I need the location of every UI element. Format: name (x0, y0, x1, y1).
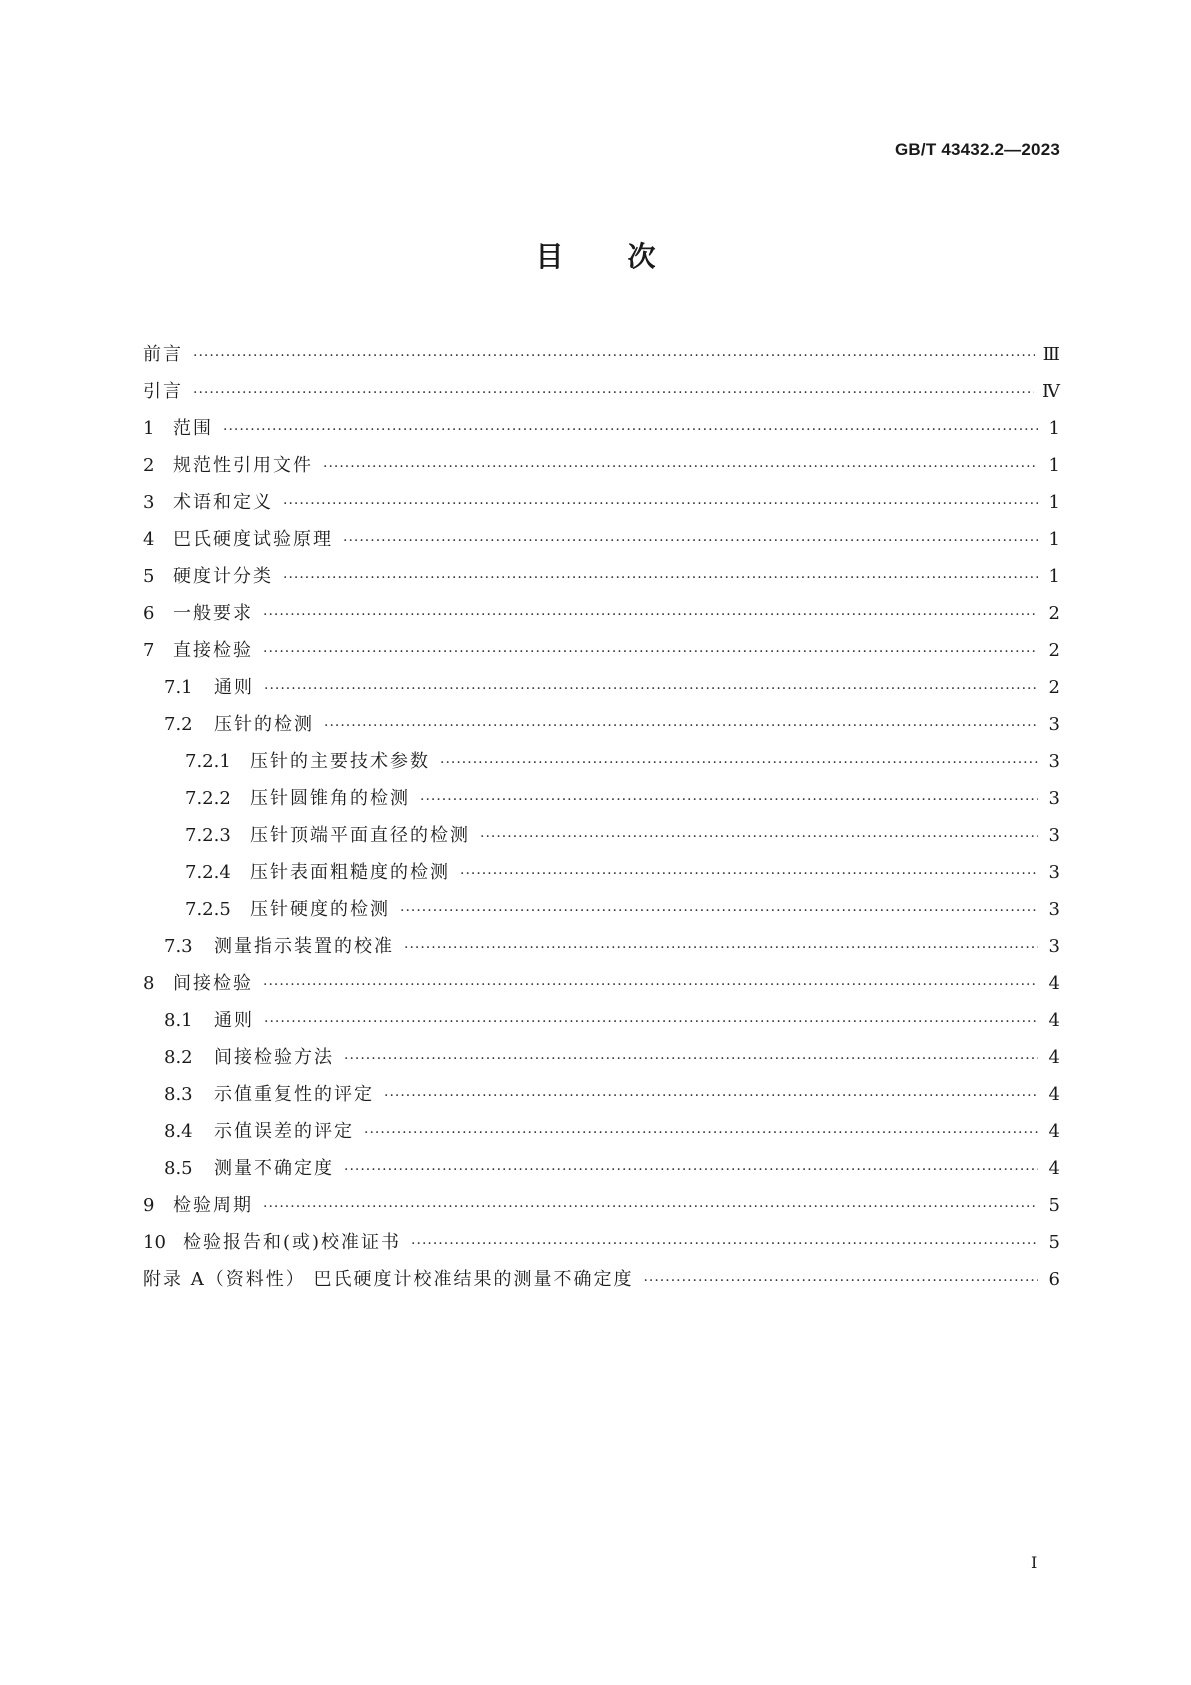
toc-dot-leader (643, 1263, 1038, 1300)
toc-entry-label: 压针表面粗糙度的检测 (250, 862, 450, 883)
toc-entry-page: 3 (1048, 751, 1060, 772)
toc-entry-page: 1 (1048, 455, 1060, 476)
toc-entry[interactable] (143, 669, 1060, 706)
toc-dot-leader (263, 634, 1038, 671)
toc-entry-number: 7.2 (164, 714, 193, 735)
toc-entry[interactable] (143, 1187, 1060, 1224)
toc-entry-number: 7.2.2 (185, 788, 231, 809)
toc-dot-leader (324, 708, 1038, 745)
toc-entry-label: 间接检验方法 (214, 1047, 334, 1068)
toc-entry-label: 引言 (143, 381, 183, 402)
toc-entry-label: 术语和定义 (173, 492, 273, 513)
toc-entry-label: 示值误差的评定 (214, 1121, 354, 1142)
toc-entry[interactable] (143, 743, 1060, 780)
toc-entry-number: 1 (143, 418, 155, 439)
toc-entry[interactable] (143, 854, 1060, 891)
toc-dot-leader (223, 412, 1038, 449)
toc-entry[interactable] (143, 1261, 1060, 1298)
toc-entry[interactable] (143, 780, 1060, 817)
toc-entry[interactable] (143, 817, 1060, 854)
toc-entry-number: 7.2.5 (185, 899, 231, 920)
toc-entry-label: 检验报告和(或)校准证书 (183, 1232, 402, 1253)
toc-entry-page: 3 (1048, 936, 1060, 957)
toc-entry-label: 硬度计分类 (173, 566, 273, 587)
toc-entry-page: 1 (1048, 418, 1060, 439)
toc-entry-label: 压针硬度的检测 (250, 899, 390, 920)
toc-dot-leader (283, 486, 1038, 523)
toc-dot-leader (323, 449, 1038, 486)
toc-entry-page: 3 (1048, 862, 1060, 883)
table-of-contents (143, 336, 1060, 1298)
toc-dot-leader (344, 1152, 1038, 1189)
toc-entry-label: 测量不确定度 (214, 1158, 334, 1179)
toc-entry-number: 5 (143, 566, 155, 587)
toc-entry[interactable] (143, 410, 1060, 447)
toc-entry-number: 7.3 (164, 936, 193, 957)
toc-entry-label: 通则 (214, 1010, 254, 1031)
toc-dot-leader (364, 1115, 1038, 1152)
toc-dot-leader (400, 893, 1038, 930)
toc-entry[interactable] (143, 373, 1060, 410)
toc-entry-page: 1 (1048, 566, 1060, 587)
toc-entry-page: 2 (1048, 640, 1060, 661)
toc-entry-label: 压针圆锥角的检测 (250, 788, 410, 809)
toc-entry-label: 规范性引用文件 (173, 455, 313, 476)
toc-dot-leader (384, 1078, 1038, 1115)
toc-entry-page: 6 (1048, 1269, 1060, 1290)
toc-dot-leader (263, 597, 1038, 634)
toc-entry-label: 测量指示装置的校准 (214, 936, 394, 957)
toc-entry-number: 9 (143, 1195, 155, 1216)
toc-entry-page: 5 (1048, 1195, 1060, 1216)
toc-dot-leader (344, 1041, 1038, 1078)
toc-dot-leader (343, 523, 1038, 560)
toc-dot-leader (263, 967, 1038, 1004)
toc-entry-number: 8 (143, 973, 155, 994)
toc-entry-page: 2 (1048, 603, 1060, 624)
toc-entry-number: 6 (143, 603, 155, 624)
toc-dot-leader (283, 560, 1038, 597)
toc-entry-number: 7.2.3 (185, 825, 231, 846)
toc-entry-page: Ⅳ (1042, 381, 1060, 402)
toc-entry-number: 8.1 (164, 1010, 193, 1031)
toc-entry[interactable] (143, 447, 1060, 484)
toc-entry-label: 示值重复性的评定 (214, 1084, 374, 1105)
toc-entry[interactable] (143, 1113, 1060, 1150)
toc-entry-label: 通则 (214, 677, 254, 698)
toc-entry-number: 8.2 (164, 1047, 193, 1068)
toc-entry-page: 4 (1048, 973, 1060, 994)
toc-dot-leader (193, 375, 1034, 412)
toc-entry[interactable] (143, 484, 1060, 521)
toc-entry-number: 2 (143, 455, 155, 476)
toc-entry-label: 前言 (143, 344, 183, 365)
toc-dot-leader (420, 782, 1038, 819)
toc-entry[interactable] (143, 1224, 1060, 1261)
toc-entry-page: 4 (1048, 1047, 1060, 1068)
toc-dot-leader (440, 745, 1038, 782)
toc-entry-number: 7.2.1 (185, 751, 231, 772)
toc-entry-number: 7.2.4 (185, 862, 231, 883)
toc-dot-leader (263, 1189, 1038, 1226)
toc-entry-label: 范围 (173, 418, 213, 439)
toc-entry-label: 间接检验 (173, 973, 253, 994)
toc-dot-leader (460, 856, 1038, 893)
toc-dot-leader (480, 819, 1038, 856)
toc-entry-page: 4 (1048, 1158, 1060, 1179)
toc-entry-number: 8.5 (164, 1158, 193, 1179)
toc-entry-page: Ⅲ (1042, 344, 1060, 365)
toc-entry-label: 直接检验 (173, 640, 253, 661)
toc-entry-number: 8.4 (164, 1121, 193, 1142)
page-number: Ⅰ (1031, 1553, 1038, 1572)
toc-entry[interactable] (143, 928, 1060, 965)
toc-dot-leader (264, 1004, 1038, 1041)
toc-entry[interactable] (143, 891, 1060, 928)
toc-entry-page: 2 (1048, 677, 1060, 698)
toc-entry[interactable] (143, 706, 1060, 743)
toc-entry[interactable] (143, 336, 1060, 373)
toc-entry-page: 4 (1048, 1121, 1060, 1142)
toc-entry-page: 5 (1048, 1232, 1060, 1253)
toc-entry-page: 1 (1048, 492, 1060, 513)
toc-title: 目次 (535, 240, 720, 273)
toc-entry-page: 3 (1048, 899, 1060, 920)
toc-entry-page: 1 (1048, 529, 1060, 550)
toc-dot-leader (264, 671, 1038, 708)
toc-entry[interactable] (143, 965, 1060, 1002)
toc-entry-page: 3 (1048, 788, 1060, 809)
toc-entry-number: 10 (143, 1232, 166, 1253)
toc-entry-label: 压针顶端平面直径的检测 (250, 825, 470, 846)
toc-entry-label: 巴氏硬度试验原理 (173, 529, 333, 550)
toc-entry-page: 3 (1048, 714, 1060, 735)
toc-dot-leader (411, 1226, 1038, 1263)
toc-entry[interactable] (143, 1076, 1060, 1113)
toc-entry-page: 4 (1048, 1010, 1060, 1031)
toc-entry-number: 3 (143, 492, 155, 513)
toc-entry[interactable] (143, 1150, 1060, 1187)
toc-entry[interactable] (143, 1039, 1060, 1076)
toc-entry[interactable] (143, 1002, 1060, 1039)
toc-entry[interactable] (143, 558, 1060, 595)
toc-entry-label: 压针的主要技术参数 (250, 751, 430, 772)
toc-entry-number: 7 (143, 640, 155, 661)
toc-entry-label: 附录 A（资料性） 巴氏硬度计校准结果的测量不确定度 (143, 1269, 634, 1290)
toc-entry-page: 3 (1048, 825, 1060, 846)
toc-entry[interactable] (143, 595, 1060, 632)
toc-entry-page: 4 (1048, 1084, 1060, 1105)
toc-entry-label: 一般要求 (173, 603, 253, 624)
toc-entry[interactable] (143, 521, 1060, 558)
standard-number: GB/T 43432.2—2023 (895, 140, 1060, 159)
toc-dot-leader (193, 338, 1035, 375)
toc-entry-number: 4 (143, 529, 155, 550)
toc-entry-label: 压针的检测 (214, 714, 314, 735)
toc-entry-number: 8.3 (164, 1084, 193, 1105)
toc-entry[interactable] (143, 632, 1060, 669)
toc-entry-number: 7.1 (164, 677, 193, 698)
toc-dot-leader (404, 930, 1038, 967)
toc-entry-label: 检验周期 (173, 1195, 253, 1216)
